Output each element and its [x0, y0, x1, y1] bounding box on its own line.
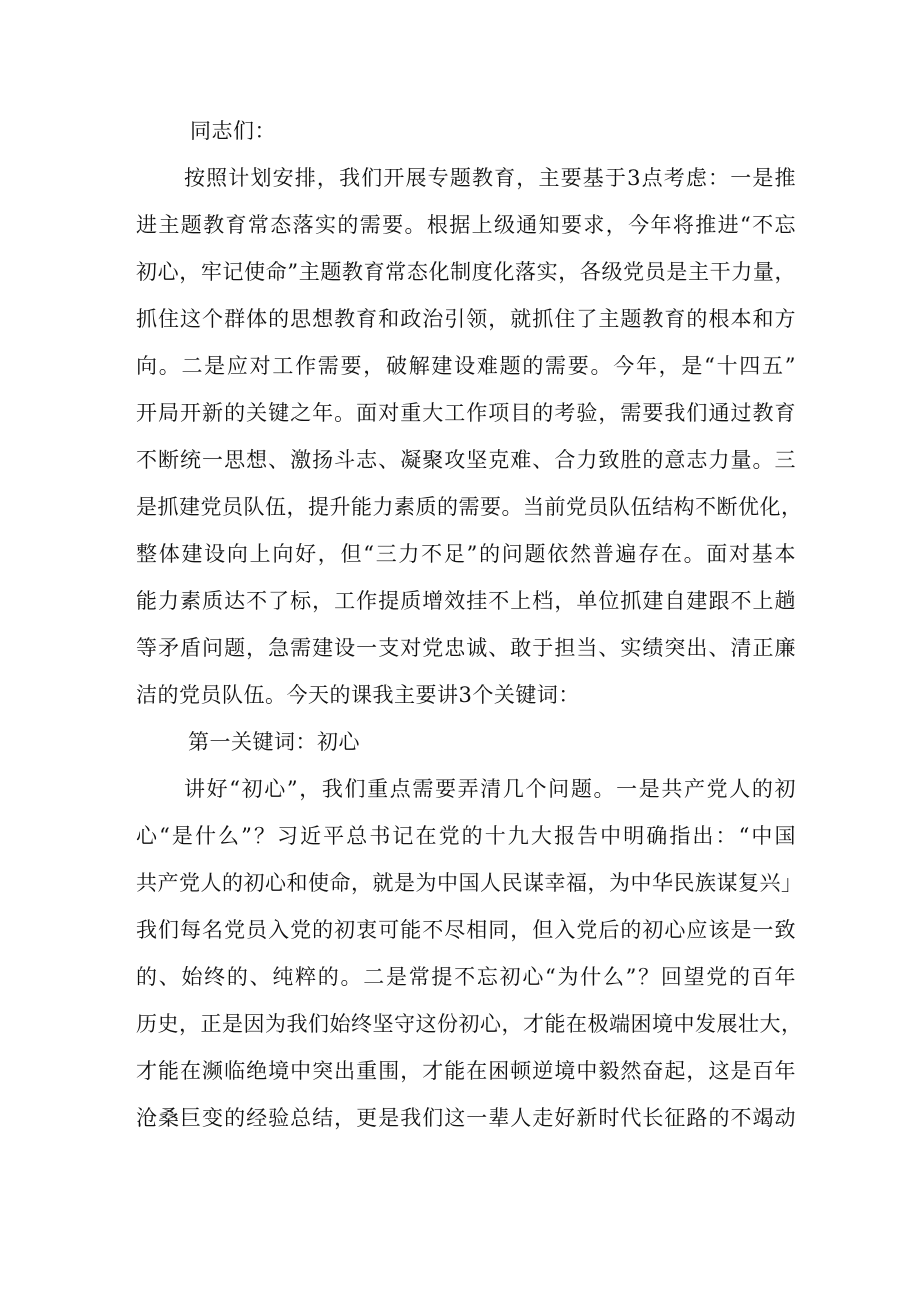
paragraph-line: 向。二是应对工作需要，破解建设难题的需要。今年，是“十四五”	[136, 354, 796, 378]
paragraph-line: 进主题教育常态落实的需要。根据上级通知要求，今年将推进“不忘	[136, 213, 796, 237]
paragraph-line: 才能在濒临绝境中突出重围，才能在困顿逆境中毅然奋起，这是百年	[136, 1059, 796, 1083]
paragraph-line: 沧桑巨变的经验总结，更是我们这一辈人走好新时代长征路的不竭动	[136, 1106, 796, 1130]
paragraph-line: 按照计划安排，我们开展专题教育，主要基于3点考虑：一是推	[184, 166, 796, 190]
paragraph-line: 能力素质达不了标，工作提质增效挂不上档，单位抓建自建跟不上趟	[136, 589, 796, 613]
paragraph-line: 历史，正是因为我们始终坚守这份初心，才能在极端困境中发展壮大，	[136, 1012, 803, 1036]
paragraph-line: 等矛盾问题，急需建设一支对党忠诚、敢于担当、实绩突出、清正廉	[136, 636, 796, 660]
paragraph-line: 整体建设向上向好，但“三力不足”的问题依然普遍存在。面对基本	[136, 542, 796, 566]
paragraph-line: 我们每名党员入党的初衷可能不尽相同，但入党后的初心应该是一致	[136, 918, 796, 942]
paragraph-line: 讲好“初心”，我们重点需要弄清几个问题。一是共产党人的初	[184, 777, 796, 801]
paragraph-line: 不断统一思想、激扬斗志、凝聚攻坚克难、合力致胜的意志力量。三	[136, 448, 796, 472]
paragraph-line: 抓住这个群体的思想教育和政治引领，就抓住了主题教育的根本和方	[136, 307, 796, 331]
paragraph-line: 心“是什么”？习近平总书记在党的十九大报告中明确指出：“中国	[136, 824, 796, 848]
salutation: 同志们：	[190, 119, 276, 143]
paragraph-line: 是抓建党员队伍，提升能力素质的需要。当前党员队伍结构不断优化，	[136, 495, 803, 519]
paragraph-line: 的、始终的、纯粹的。二是常提不忘初心“为什么”？回望党的百年	[136, 965, 796, 989]
paragraph-line: 开局开新的关键之年。面对重大工作项目的考验，需要我们通过教育	[136, 401, 796, 425]
section-heading: 第一关键词：初心	[188, 730, 360, 754]
paragraph-line: 初心，牢记使命”主题教育常态化制度化落实，各级党员是主干力量，	[136, 260, 796, 284]
paragraph-line: 洁的党员队伍。今天的课我主要讲3个关键词：	[136, 683, 580, 707]
paragraph-line: 共产党人的初心和使命，就是为中国人民谋幸福，为中华民族谋复兴」	[136, 871, 803, 895]
